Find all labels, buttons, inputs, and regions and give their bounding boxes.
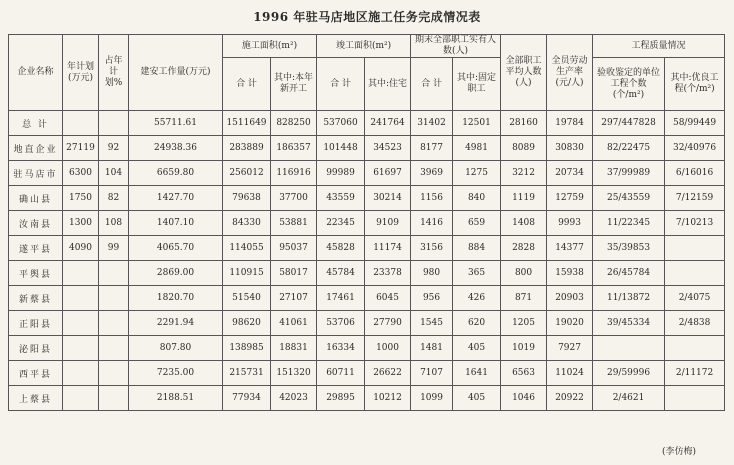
- cell-qa: 11/13872: [593, 286, 665, 311]
- cell-dh: 26622: [365, 361, 411, 386]
- cell-sf: 840: [453, 186, 501, 211]
- header-completed-area: 竣工面积(m²): [317, 35, 411, 58]
- cell-name: 汝南县: [9, 211, 63, 236]
- cell-qe: 58/99449: [665, 111, 725, 136]
- cell-name: 平舆县: [9, 261, 63, 286]
- header-plan: 年计划(万元): [63, 35, 99, 111]
- cell-qe: [665, 336, 725, 361]
- cell-pct: [99, 311, 129, 336]
- header-construction-new: 其中:本年新开工: [271, 58, 317, 111]
- cell-prod: 11024: [547, 361, 593, 386]
- cell-avg: 1046: [501, 386, 547, 411]
- cell-sf: 884: [453, 236, 501, 261]
- cell-da: 16334: [317, 336, 365, 361]
- cell-avg: 800: [501, 261, 547, 286]
- cell-sf: 620: [453, 311, 501, 336]
- cell-qe: 2/11172: [665, 361, 725, 386]
- cell-cn: 53881: [271, 211, 317, 236]
- cell-pct: [99, 261, 129, 286]
- cell-work: 7235.00: [129, 361, 223, 386]
- cell-plan: [63, 386, 99, 411]
- cell-dh: 6045: [365, 286, 411, 311]
- cell-ca: 138985: [223, 336, 271, 361]
- cell-work: 1427.70: [129, 186, 223, 211]
- cell-qe: 6/16016: [665, 161, 725, 186]
- cell-sf: 1275: [453, 161, 501, 186]
- table-row: [9, 161, 725, 186]
- cell-pct: [99, 336, 129, 361]
- cell-avg: 2828: [501, 236, 547, 261]
- cell-prod: 7927: [547, 336, 593, 361]
- cell-dh: 11174: [365, 236, 411, 261]
- table-row: [9, 211, 725, 236]
- cell-pct: 108: [99, 211, 129, 236]
- cell-name: 遂平县: [9, 236, 63, 261]
- cell-ca: 215731: [223, 361, 271, 386]
- cell-name: 上蔡县: [9, 386, 63, 411]
- cell-st: 1099: [411, 386, 453, 411]
- cell-work: 24938.36: [129, 136, 223, 161]
- cell-qa: 2/4621: [593, 386, 665, 411]
- cell-dh: 23378: [365, 261, 411, 286]
- cell-da: 17461: [317, 286, 365, 311]
- cell-prod: 14377: [547, 236, 593, 261]
- cell-prod: 12759: [547, 186, 593, 211]
- table-body: [9, 111, 725, 411]
- cell-name: 地直企业: [9, 136, 63, 161]
- cell-st: 1416: [411, 211, 453, 236]
- cell-qe: [665, 386, 725, 411]
- cell-ca: 79638: [223, 186, 271, 211]
- cell-pct: 104: [99, 161, 129, 186]
- cell-dh: 10212: [365, 386, 411, 411]
- cell-pct: 92: [99, 136, 129, 161]
- cell-st: 7107: [411, 361, 453, 386]
- statistics-table: [8, 34, 725, 411]
- cell-qe: 7/12159: [665, 186, 725, 211]
- header-construction-total: 合 计: [223, 58, 271, 111]
- cell-qa: 37/99989: [593, 161, 665, 186]
- cell-avg: 1019: [501, 336, 547, 361]
- cell-st: 3969: [411, 161, 453, 186]
- cell-plan: [63, 336, 99, 361]
- cell-da: 537060: [317, 111, 365, 136]
- cell-work: 807.80: [129, 336, 223, 361]
- cell-qa: 297/447828: [593, 111, 665, 136]
- cell-work: 1820.70: [129, 286, 223, 311]
- cell-cn: 18831: [271, 336, 317, 361]
- cell-work: 2869.00: [129, 261, 223, 286]
- cell-cn: 151320: [271, 361, 317, 386]
- cell-cn: 37700: [271, 186, 317, 211]
- header-staff-fixed: 其中:固定职工: [453, 58, 501, 111]
- cell-dh: 30214: [365, 186, 411, 211]
- header-percent: 占年计划%: [99, 35, 129, 111]
- header-quality-excellent: 其中:优良工程(个/m²): [665, 58, 725, 111]
- cell-qe: 2/4075: [665, 286, 725, 311]
- cell-qa: 82/22475: [593, 136, 665, 161]
- cell-avg: 28160: [501, 111, 547, 136]
- cell-sf: 1641: [453, 361, 501, 386]
- cell-ca: 283889: [223, 136, 271, 161]
- cell-work: 1407.10: [129, 211, 223, 236]
- cell-name: 总 计: [9, 111, 63, 136]
- cell-dh: 34523: [365, 136, 411, 161]
- header-staff-total: 合 计: [411, 58, 453, 111]
- cell-st: 3156: [411, 236, 453, 261]
- cell-plan: [63, 286, 99, 311]
- cell-plan: [63, 311, 99, 336]
- cell-dh: 9109: [365, 211, 411, 236]
- cell-sf: 426: [453, 286, 501, 311]
- cell-name: 驻马店市: [9, 161, 63, 186]
- table-row: [9, 261, 725, 286]
- cell-plan: 4090: [63, 236, 99, 261]
- cell-avg: 1205: [501, 311, 547, 336]
- cell-pct: 82: [99, 186, 129, 211]
- cell-sf: 12501: [453, 111, 501, 136]
- cell-prod: 19020: [547, 311, 593, 336]
- cell-cn: 95037: [271, 236, 317, 261]
- cell-pct: [99, 386, 129, 411]
- cell-st: 8177: [411, 136, 453, 161]
- cell-da: 101448: [317, 136, 365, 161]
- cell-sf: 405: [453, 386, 501, 411]
- cell-da: 43559: [317, 186, 365, 211]
- cell-plan: [63, 111, 99, 136]
- cell-sf: 659: [453, 211, 501, 236]
- cell-name: 确山县: [9, 186, 63, 211]
- cell-da: 45784: [317, 261, 365, 286]
- table-title: 1996 年驻马店地区施工任务完成情况表: [253, 10, 481, 24]
- cell-prod: 20922: [547, 386, 593, 411]
- cell-pct: [99, 111, 129, 136]
- cell-plan: 1750: [63, 186, 99, 211]
- cell-qa: 35/39853: [593, 236, 665, 261]
- table-row: [9, 136, 725, 161]
- table-row: [9, 386, 725, 411]
- table-row: [9, 311, 725, 336]
- cell-qa: 29/59996: [593, 361, 665, 386]
- cell-name: 西平县: [9, 361, 63, 386]
- cell-cn: 42023: [271, 386, 317, 411]
- header-completed-housing: 其中:住宅: [365, 58, 411, 111]
- cell-prod: 19784: [547, 111, 593, 136]
- cell-st: 31402: [411, 111, 453, 136]
- cell-cn: 41061: [271, 311, 317, 336]
- table-row: [9, 236, 725, 261]
- cell-sf: 365: [453, 261, 501, 286]
- cell-st: 980: [411, 261, 453, 286]
- cell-ca: 114055: [223, 236, 271, 261]
- cell-st: 956: [411, 286, 453, 311]
- cell-qe: 7/10213: [665, 211, 725, 236]
- cell-plan: 27119: [63, 136, 99, 161]
- header-avg-staff: 全部职工平均人数(人): [501, 35, 547, 111]
- cell-name: 新蔡县: [9, 286, 63, 311]
- cell-pct: 99: [99, 236, 129, 261]
- cell-da: 53706: [317, 311, 365, 336]
- cell-work: 55711.61: [129, 111, 223, 136]
- cell-prod: 30830: [547, 136, 593, 161]
- cell-dh: 27790: [365, 311, 411, 336]
- cell-qe: [665, 236, 725, 261]
- cell-work: 6659.80: [129, 161, 223, 186]
- cell-da: 99989: [317, 161, 365, 186]
- cell-ca: 98620: [223, 311, 271, 336]
- cell-plan: 1300: [63, 211, 99, 236]
- cell-qa: 26/45784: [593, 261, 665, 286]
- cell-dh: 241764: [365, 111, 411, 136]
- table-row: [9, 186, 725, 211]
- header-quality-accepted: 验收鉴定的单位工程个数(个/m²): [593, 58, 665, 111]
- cell-name: 正阳县: [9, 311, 63, 336]
- header-enterprise: 企业名称: [9, 35, 63, 111]
- cell-dh: 1000: [365, 336, 411, 361]
- cell-cn: 186357: [271, 136, 317, 161]
- table-row: [9, 361, 725, 386]
- cell-sf: 4981: [453, 136, 501, 161]
- cell-st: 1156: [411, 186, 453, 211]
- header-construction-area: 施工面积(m²): [223, 35, 317, 58]
- cell-avg: 1119: [501, 186, 547, 211]
- header-completed-total: 合 计: [317, 58, 365, 111]
- cell-qe: 32/40976: [665, 136, 725, 161]
- cell-plan: [63, 261, 99, 286]
- cell-ca: 77934: [223, 386, 271, 411]
- cell-ca: 84330: [223, 211, 271, 236]
- cell-cn: 828250: [271, 111, 317, 136]
- cell-avg: 8089: [501, 136, 547, 161]
- cell-work: 2291.94: [129, 311, 223, 336]
- cell-avg: 3212: [501, 161, 547, 186]
- header-workload: 建安工作量(万元): [129, 35, 223, 111]
- cell-name: 泌阳县: [9, 336, 63, 361]
- table-row: [9, 286, 725, 311]
- cell-da: 45828: [317, 236, 365, 261]
- cell-ca: 110915: [223, 261, 271, 286]
- cell-qe: 2/4838: [665, 311, 725, 336]
- cell-work: 2188.51: [129, 386, 223, 411]
- table-row: [9, 336, 725, 361]
- cell-dh: 61697: [365, 161, 411, 186]
- cell-prod: 20734: [547, 161, 593, 186]
- cell-qa: [593, 336, 665, 361]
- cell-work: 4065.70: [129, 236, 223, 261]
- cell-plan: 6300: [63, 161, 99, 186]
- cell-da: 29895: [317, 386, 365, 411]
- cell-avg: 6563: [501, 361, 547, 386]
- cell-qa: 25/43559: [593, 186, 665, 211]
- cell-cn: 27107: [271, 286, 317, 311]
- cell-cn: 58017: [271, 261, 317, 286]
- cell-cn: 116916: [271, 161, 317, 186]
- header-productivity: 全员劳动生产率(元/人): [547, 35, 593, 111]
- cell-sf: 405: [453, 336, 501, 361]
- cell-da: 22345: [317, 211, 365, 236]
- cell-qa: 39/45334: [593, 311, 665, 336]
- cell-pct: [99, 361, 129, 386]
- cell-prod: 9993: [547, 211, 593, 236]
- cell-pct: [99, 286, 129, 311]
- cell-qe: [665, 261, 725, 286]
- cell-ca: 256012: [223, 161, 271, 186]
- cell-prod: 15938: [547, 261, 593, 286]
- cell-st: 1545: [411, 311, 453, 336]
- header-quality: 工程质量情况: [593, 35, 725, 58]
- author-note: (李仿梅): [661, 447, 696, 457]
- cell-ca: 1511649: [223, 111, 271, 136]
- cell-prod: 20903: [547, 286, 593, 311]
- cell-ca: 51540: [223, 286, 271, 311]
- cell-qa: 11/22345: [593, 211, 665, 236]
- cell-st: 1481: [411, 336, 453, 361]
- cell-avg: 871: [501, 286, 547, 311]
- cell-da: 60711: [317, 361, 365, 386]
- header-staff: 期末全部职工实有人数(人): [411, 35, 501, 58]
- table-row: [9, 111, 725, 136]
- cell-avg: 1408: [501, 211, 547, 236]
- cell-plan: [63, 361, 99, 386]
